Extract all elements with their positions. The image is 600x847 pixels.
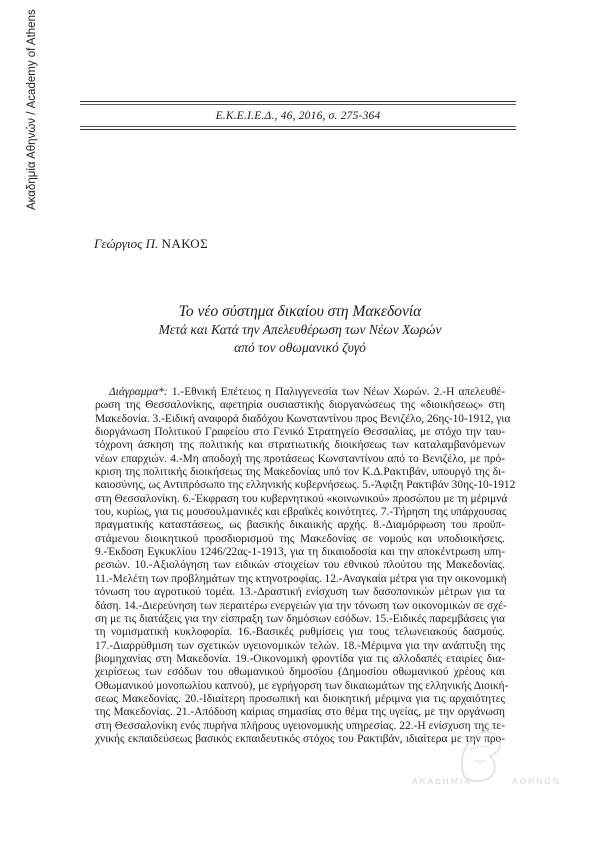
abstract-line: στάμενου διοικητικού προσδιορισμού της Μακεδονίας σε νομούς και υποδιοικήσεις.	[95, 532, 505, 545]
abstract-line: στη Θεσσαλονίκη ενός πυρήνα πλήρους υγειονομικής υπηρεσίας. 22.-Η ενίσχυση της τε-	[95, 719, 505, 732]
abstract-line: ρωση της Θεσσαλονίκης, αφετηρία ουσιαστικής διοργανώσεως της «διοικήσεως» στη	[95, 399, 505, 412]
abstract-line: ρεσιών. 10.-Αξιολόγηση των ειδικών στοιχείων του εθνικού πλούτου της Μακεδονίας.	[95, 559, 505, 572]
abstract-line: χνικής εκπαιδεύσεως βασικός εκπαιδευτικός στόχος του Ρακτιβάν, ιδιαίτερα με την προ-	[95, 732, 505, 745]
abstract-first-line-text: 1.-Εθνική Επέτειος η Παλιγγενεσία των Νέων Χωρών. 2.-Η απελευθέ-	[167, 386, 505, 398]
abstract-line: Μακεδονία. 3.-Ειδική αναφορά διαδόχου Κωνσταντίνου προς Βενιζέλο, 26ης-10-1912, για	[95, 412, 511, 425]
abstract-line: διοργάνωση Πολιτικού Γραφείου στο Γενικό Στρατηγείο Θεσσαλίας, με στόχο την ταυ-	[95, 426, 505, 439]
abstract-line: του, κυρίως, για τις μουσουλμανικές και εβραϊκές κοινότητες. 7.-Τήρηση της υπάρχουσας	[95, 506, 507, 519]
abstract-line: 9.-Έκδοση Εγκυκλίου 1246/22ας-1-1913, για τη δικαιοδοσία και την αποκέντρωση υπη-	[95, 546, 505, 559]
abstract-line: τη νομισματική κυκλοφορία. 16.-Βασικές ρυθμίσεις για τους τελωνειακούς δασμούς.	[95, 626, 505, 639]
abstract-line: πραγματικής καταστάσεως, ως βασικής δικαιικής αρχής. 8.-Διαμόρφωση του προϋπ-	[95, 519, 505, 532]
abstract-line: σεως Μακεδονίας. 20.-Ιδιαίτερη προσωπική και διοικητική μέριμνα για τις αρχαιότητες	[95, 692, 505, 705]
abstract-line	[95, 386, 505, 399]
title-block	[60, 302, 540, 357]
abstract-line: της Μακεδονίας. 21.-Απόδοση καίριας σημασίας στο θέμα της υγείας, με την οργάνωση	[95, 706, 505, 719]
abstract-line: καιοσύνης, ως Αντιπρόσωπο της ελληνικής κυβερνήσεως. 5.-Άφιξη Ρακτιβάν 30ης-10-1912	[95, 479, 516, 492]
abstract-line: Οθωμανικού μονοπωλίου καπνού), με εγρήγορση των δικαιωμάτων της ελληνικής Διοική-	[95, 679, 509, 692]
abstract-line: χειρίσεως των εσόδων του οθωμανικού δημοσίου (Δημοσίου οθωμανικού χρέους και	[95, 666, 505, 679]
author-given-name: Γεώργιος Π.	[94, 236, 159, 251]
academy-watermark	[412, 732, 562, 802]
watermark-text-left: ΑΚΑΔΗΜΙΑ	[412, 776, 472, 786]
citation-text: Ε.Κ.Ε.Ι.Ε.Δ., 46, 2016, σ. 275-364	[215, 109, 381, 122]
abstract-line: 17.-Διαρρύθμιση των σχετικών υγειονομικών τελών. 18.-Μέριμνα για την ανάπτυξη της	[95, 639, 505, 652]
author-name	[94, 236, 208, 252]
watermark-text-right: ΑΘΗΝΩΝ	[512, 776, 561, 786]
article-subtitle-line-2: από τον οθωμανικό ζυγό	[234, 340, 366, 355]
side-label: Ακαδημία Αθηνών / Academy of Athens	[26, 9, 38, 210]
abstract-line: ση με τις διατάξεις για την είσπραξη των δημόσιων εσόδων. 15.-Ειδικές παρεμβάσεις για	[95, 612, 505, 625]
citation-box	[80, 101, 516, 130]
author-surname: ΝΑΚΟΣ	[161, 236, 209, 251]
abstract-paragraph	[95, 386, 516, 746]
abstract-line: τόχρονη άσκηση της πολιτικής και στρατιωτικής διοικήσεως των καταλαμβανόμενων	[95, 439, 505, 452]
abstract-line: κριση της πολιτικής διοικήσεως της Μακεδονίας υπό τον Κ.Δ.Ρακτιβάν, υπουργό της δι-	[95, 466, 505, 479]
abstract-line: δάση. 14.-Διερεύνηση των περαιτέρω ενεργειών για την τόνωση των οικονομικών σε σχέ-	[95, 599, 507, 612]
abstract-label: Διάγραμμα*:	[109, 386, 168, 398]
abstract-line: στη Θεσσαλονίκη. 6.-Έκφραση του κυβερνητικού «κοινωνικού» προσώπου με τη μέριμνά	[95, 492, 508, 505]
abstract-line: βιομηχανίας στη Μακεδονία. 19.-Οικονομική φροντίδα για τις αλλοδαπές εταιρίες δια-	[95, 652, 505, 665]
article-title: Το νέο σύστημα δικαίου στη Μακεδονία	[178, 303, 422, 320]
abstract-line: τόνωση του αγροτικού τομέα. 13.-Δραστική ενίσχυση των δασοπονικών μέτρων για τα	[95, 586, 505, 599]
article-subtitle-line-1: Μετά και Κατά την Απελευθέρωση των Νέων Χωρών	[158, 322, 442, 337]
abstract-line: νέων επαρχιών. 4.-Μη αποδοχή της προτάσεως Κωνσταντίνου από το Βενιζέλο, με πρό-	[95, 452, 505, 465]
abstract-line: 11.-Μελέτη των προβλημάτων της κτηνοτροφίας. 12.-Αναγκαία μέτρα για την οικονομική	[95, 572, 507, 585]
